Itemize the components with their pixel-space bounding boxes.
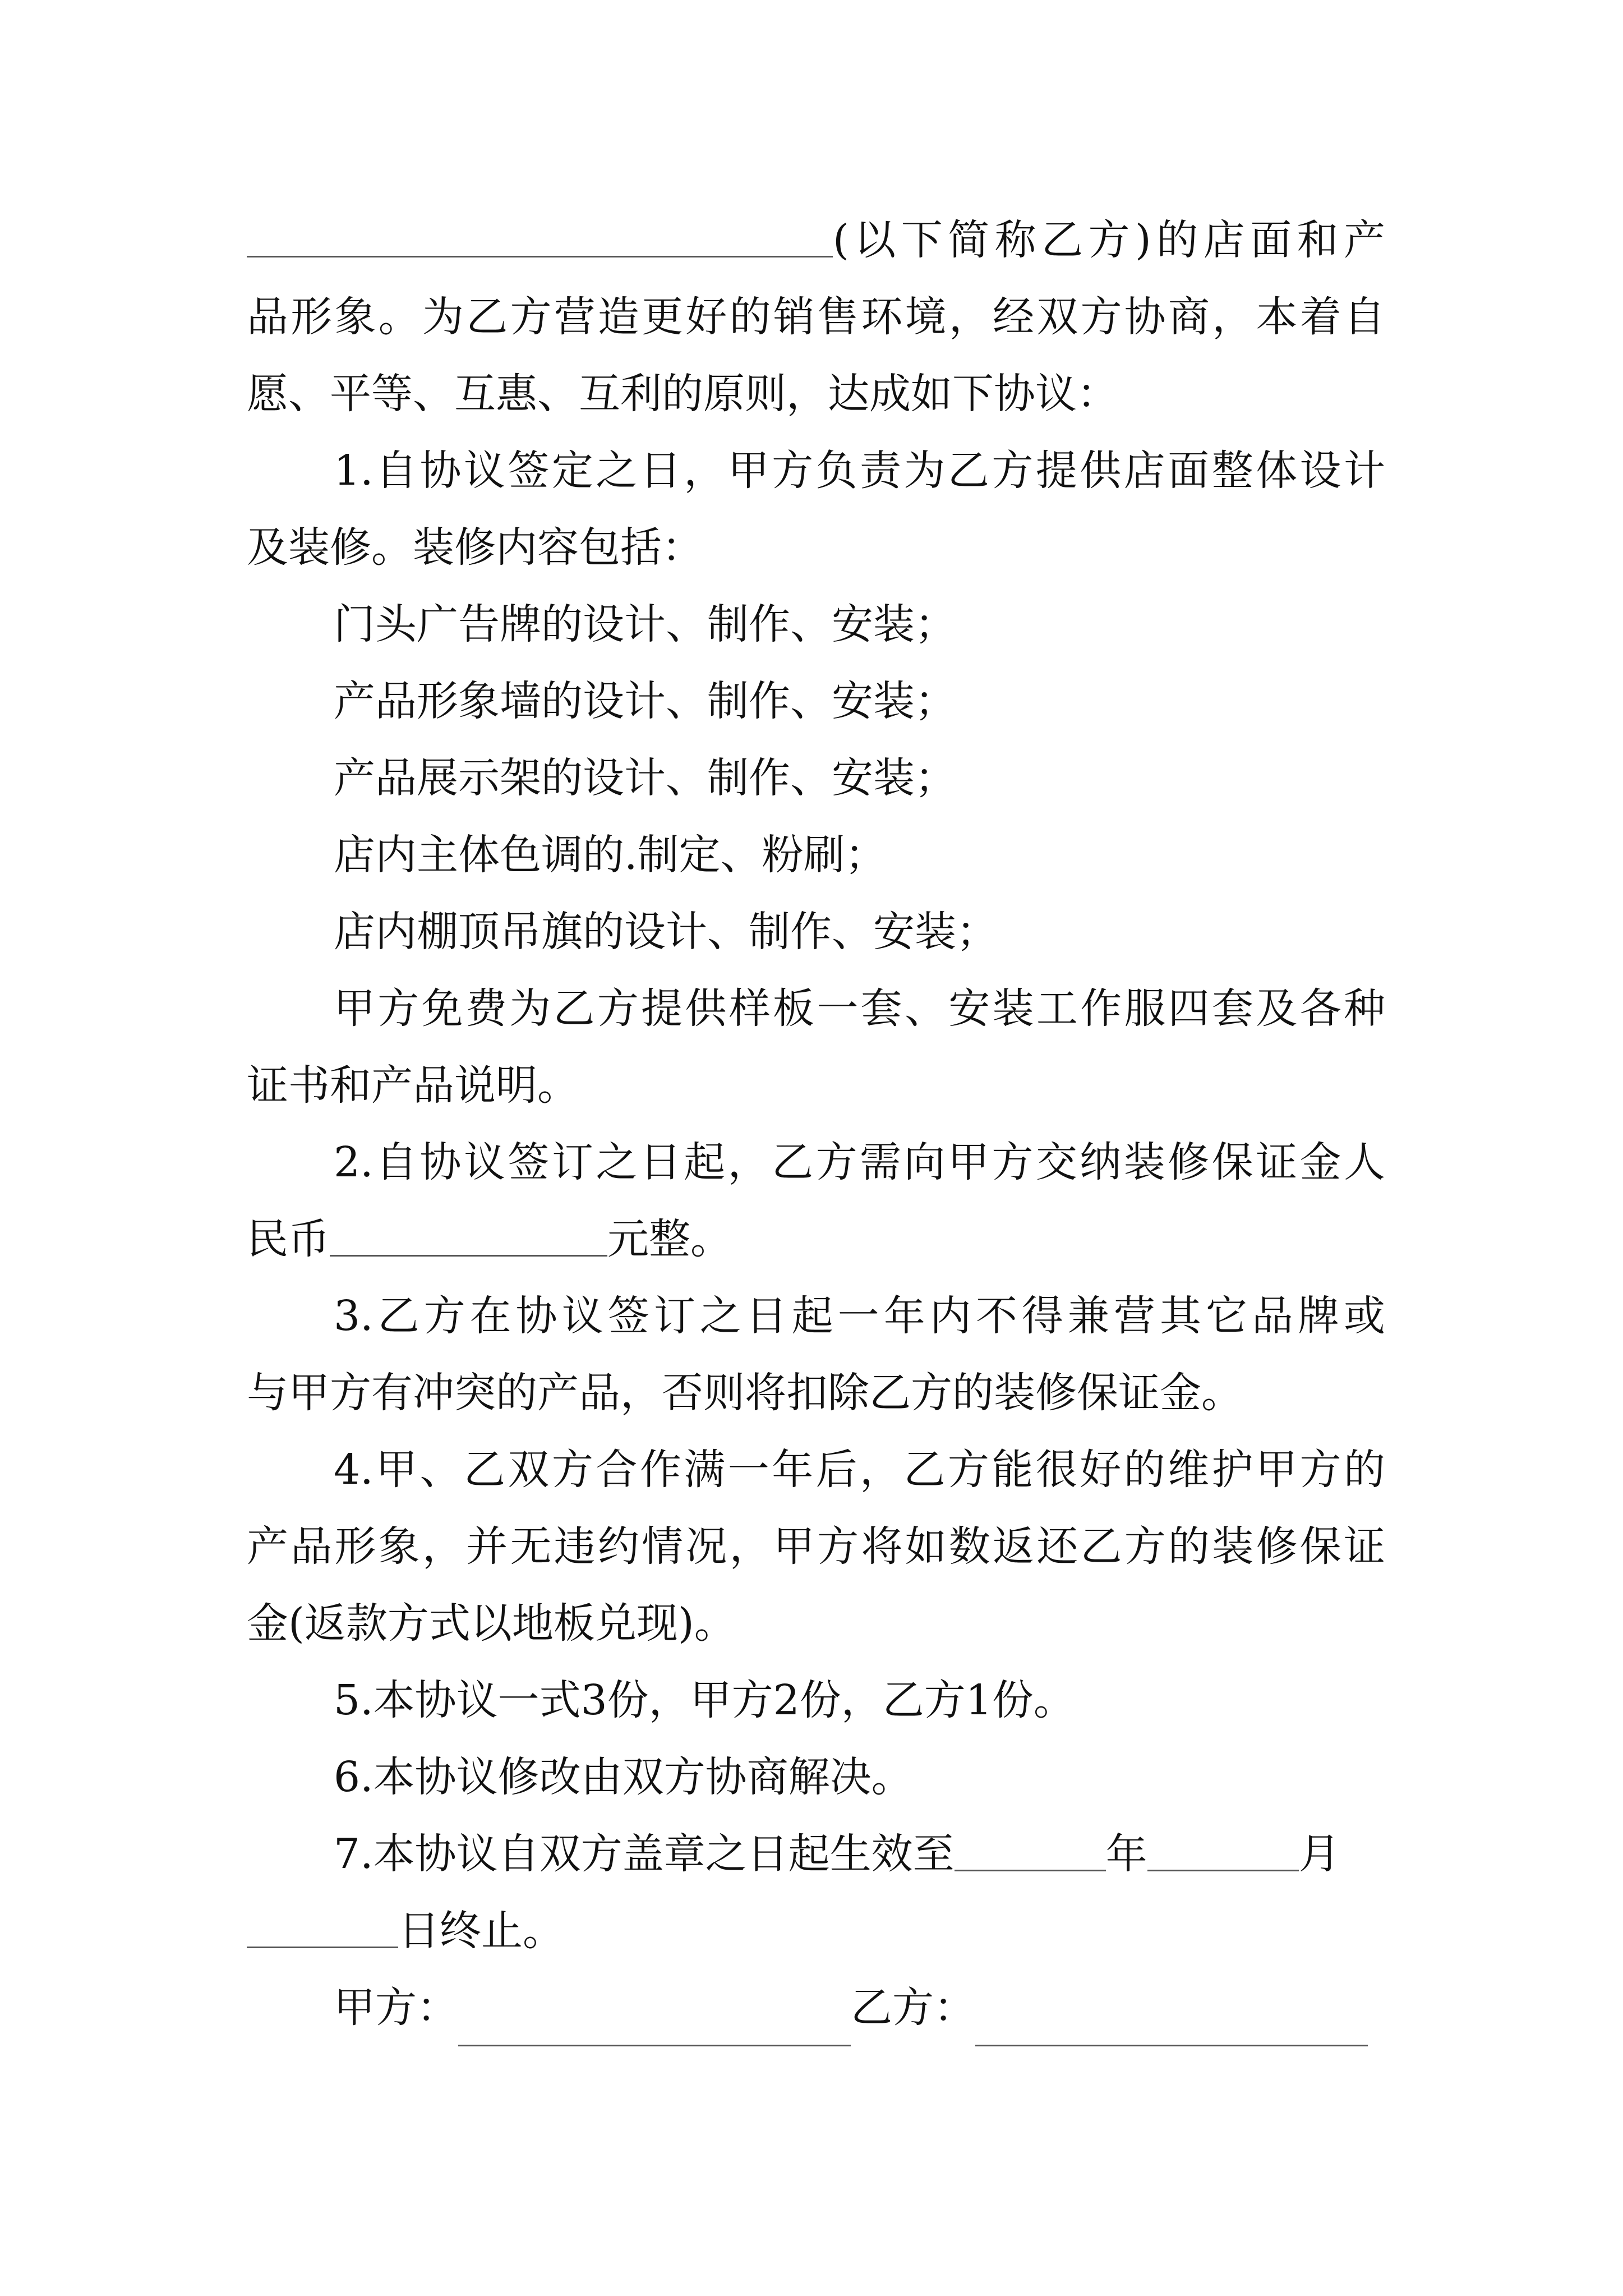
end-year-blank[interactable] <box>955 1829 1106 1871</box>
clause-1-extra-line-2: 证书和产品说明。 <box>247 1061 579 1110</box>
intro-line-3: 愿、平等、互惠、互利的原则，达成如下协议： <box>247 370 1118 418</box>
clause-1-item-2: 产品形象墙的设计、制作、安装； <box>334 677 956 725</box>
clause-4-line-2: 产品形象，并无违约情况，甲方将如数返还乙方的装修保证 <box>247 1522 1385 1571</box>
clause-3-line-1: 3.乙方在协议签订之日起一年内不得兼营其它品牌或 <box>334 1292 1385 1340</box>
signature-row <box>247 1970 1385 2046</box>
month-label: 月 <box>1298 1830 1340 1878</box>
party-b-signature-blank[interactable] <box>975 2004 1368 2046</box>
intro-line-1-text: (以下简称乙方)的店面和产 <box>833 216 1385 264</box>
end-month-blank[interactable] <box>1147 1829 1299 1871</box>
clause-2-suffix: 元整。 <box>607 1215 732 1263</box>
clause-7-prefix: 7.本协议自双方盖章之日起生效至 <box>334 1830 955 1878</box>
clause-2-prefix: 民币 <box>247 1215 330 1263</box>
clause-1-line-1: 1.自协议签定之日，甲方负责为乙方提供店面整体设计 <box>334 447 1385 495</box>
clause-3-line-2: 与甲方有冲突的产品，否则将扣除乙方的装修保证金。 <box>247 1369 1243 1417</box>
clause-1-item-1: 门头广告牌的设计、制作、安装； <box>334 600 956 648</box>
intro-line-2: 品形象。为乙方营造更好的销售环境，经双方协商，本着自 <box>247 293 1385 341</box>
intro-line-1 <box>247 202 1385 279</box>
deposit-amount-blank[interactable] <box>330 1214 607 1257</box>
agreement-body <box>247 202 1385 2046</box>
clause-5: 5.本协议一式3份，甲方2份，乙方1份。 <box>334 1676 1075 1724</box>
clause-6: 6.本协议修改由双方协商解决。 <box>334 1753 913 1801</box>
year-label: 年 <box>1105 1830 1147 1878</box>
end-day-blank[interactable] <box>247 1906 398 1948</box>
clause-7-line-1 <box>247 1816 1385 1893</box>
clause-4-line-1: 4.甲、乙双方合作满一年后，乙方能很好的维护甲方的 <box>334 1446 1385 1494</box>
clause-7-line-2 <box>247 1893 1385 1970</box>
party-a-label: 甲方： <box>334 1984 458 2032</box>
clause-1-line-2: 及装修。装修内容包括： <box>247 523 703 572</box>
clause-1-extra-line-1: 甲方免费为乙方提供样板一套、安装工作服四套及各种 <box>334 984 1385 1033</box>
clause-2-line-1: 2.自协议签订之日起，乙方需向甲方交纳装修保证金人 <box>334 1138 1385 1186</box>
clause-1-item-4: 店内主体色调的.制定、粉刷； <box>334 831 887 879</box>
clause-1-item-3: 产品展示架的设计、制作、安装； <box>334 754 956 802</box>
party-a-signature-blank[interactable] <box>458 2004 851 2046</box>
party-b-label: 乙方： <box>851 1984 975 2032</box>
clause-1-item-5: 店内棚顶吊旗的设计、制作、安装； <box>334 908 998 956</box>
clause-7-suffix: 日终止。 <box>398 1907 564 1955</box>
shop-name-blank[interactable] <box>247 215 833 257</box>
clause-2-line-2 <box>247 1201 1385 1278</box>
clause-4-line-3: 金(返款方式以地板兑现)。 <box>247 1599 736 1648</box>
